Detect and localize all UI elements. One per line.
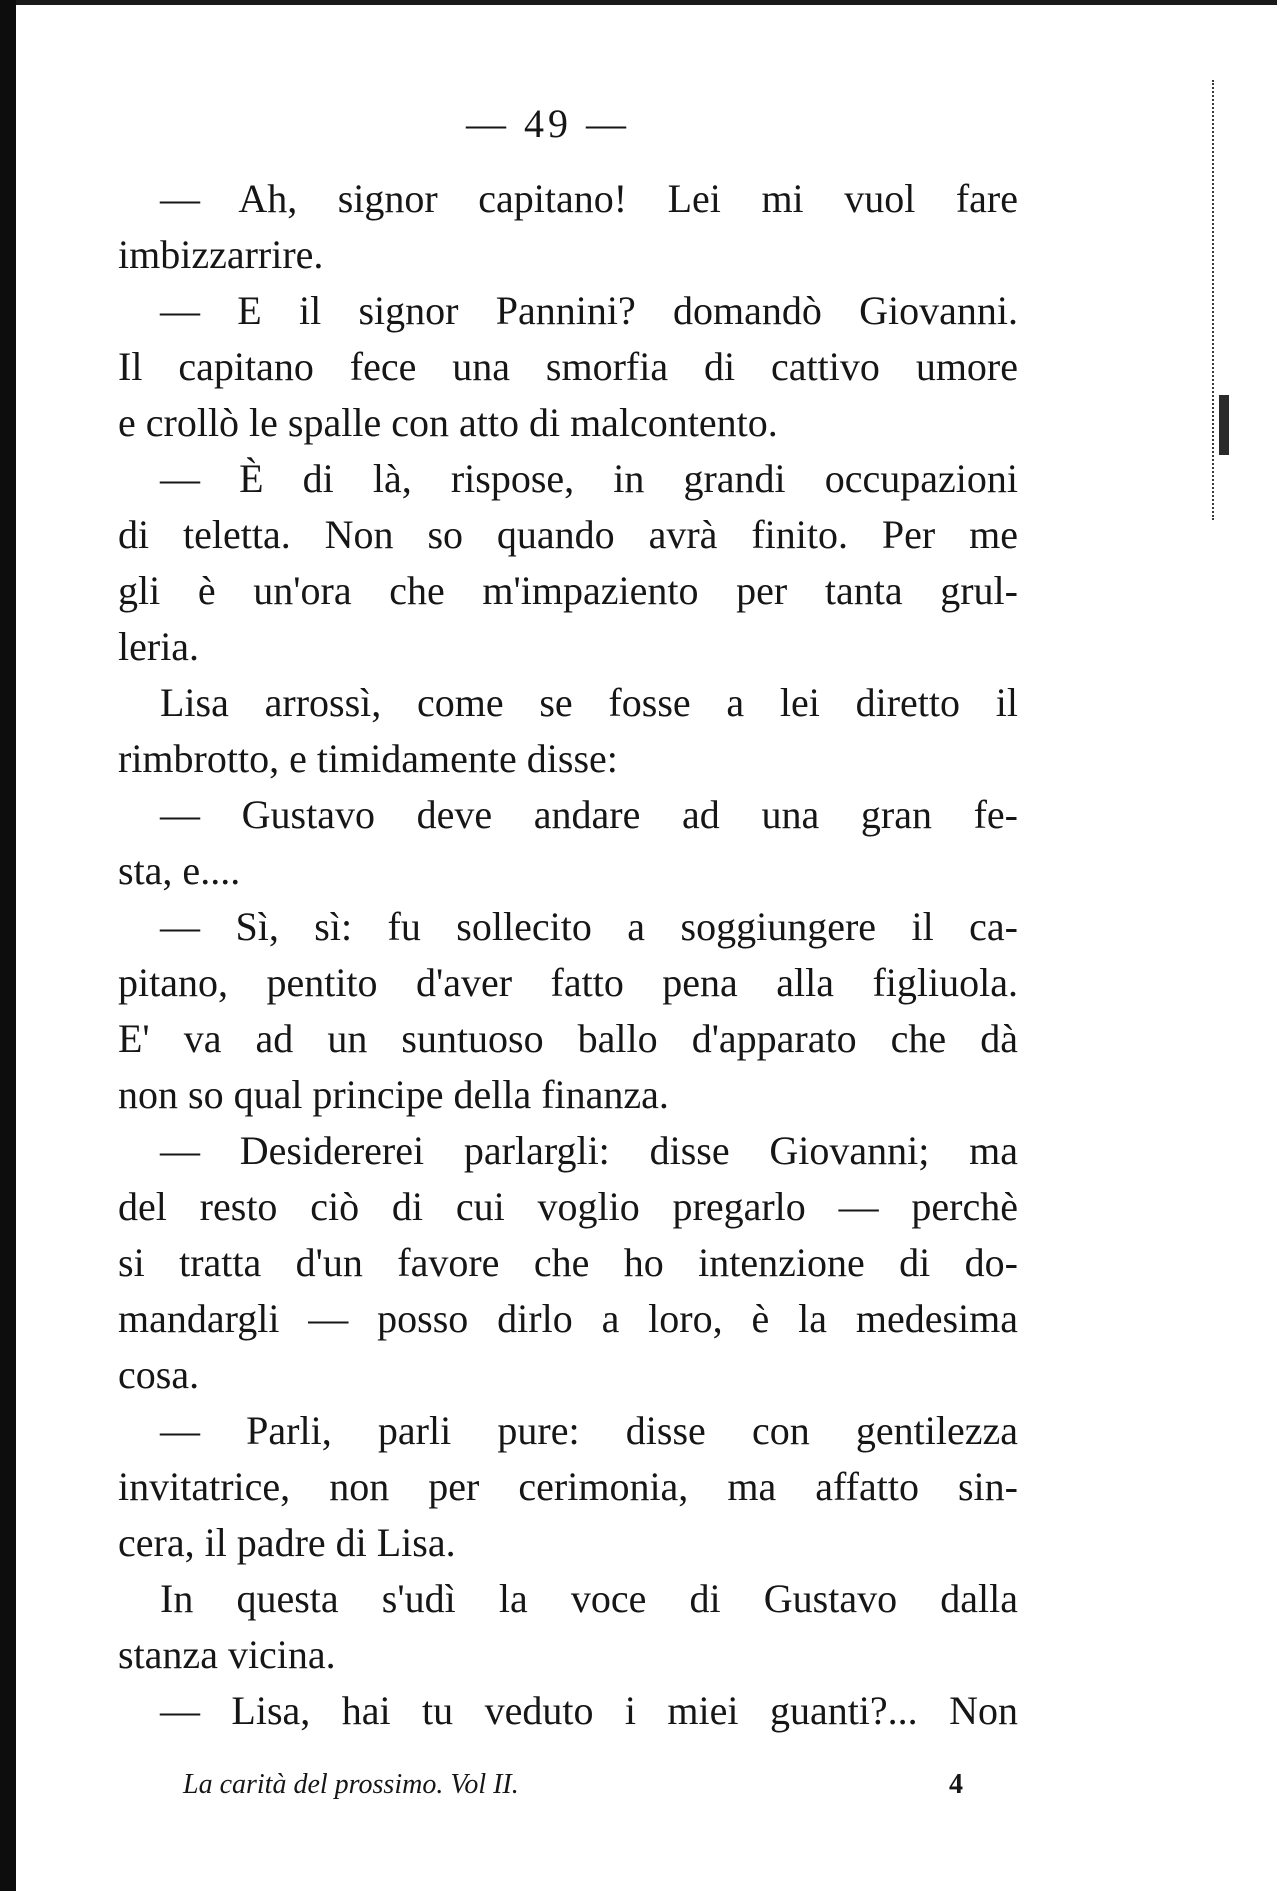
scan-margin-mark	[1219, 395, 1229, 455]
text-line: — È di là, rispose, in grandi occupazioni	[160, 456, 1018, 501]
book-spine-edge	[0, 0, 16, 1891]
text-line: — E il signor Pannini? domandò Giovanni.	[160, 288, 1018, 333]
text-line: e crollò le spalle con atto di malcontento.	[118, 400, 778, 445]
footer-signature-mark: 4	[949, 1769, 963, 1800]
text-line: cera, il padre di Lisa.	[118, 1520, 456, 1565]
text-line: sta, e....	[118, 848, 241, 893]
text-line: leria.	[118, 624, 200, 669]
text-line: Il capitano fece una smorfia di cattivo umore	[118, 344, 1018, 389]
text-line: E' va ad un suntuoso ballo d'apparato che dà	[118, 1016, 1018, 1061]
text-line: rimbrotto, e timidamente disse:	[118, 736, 618, 781]
footer-book-title: La carità del prossimo. Vol II.	[183, 1769, 519, 1800]
book-page	[118, 100, 1018, 1801]
text-line: — Gustavo deve andare ad una gran fe-	[160, 792, 1018, 837]
text-line: cosa.	[118, 1352, 200, 1397]
text-line: — Desidererei parlargli: disse Giovanni; ma	[160, 1128, 1018, 1173]
text-line: invitatrice, non per cerimonia, ma affatto sin-	[118, 1464, 1018, 1509]
text-line: del resto ciò di cui voglio pregarlo — perchè	[118, 1184, 1018, 1229]
text-line: In questa s'udì la voce di Gustavo dalla	[160, 1576, 1018, 1621]
text-line: non so qual principe della finanza.	[118, 1072, 669, 1117]
text-line: di teletta. Non so quando avrà finito. Per me	[118, 512, 1018, 557]
page-text-body	[118, 171, 1018, 1739]
text-line: Lisa arrossì, come se fosse a lei diretto il	[160, 680, 1018, 725]
text-line: mandargli — posso dirlo a loro, è la medesima	[118, 1296, 1018, 1341]
page-footer	[118, 1769, 1018, 1801]
scan-margin-artifact	[1212, 80, 1217, 520]
text-line: — Lisa, hai tu veduto i miei guanti?... Non	[160, 1688, 1018, 1733]
page-top-edge	[0, 0, 1277, 5]
text-line: — Parli, parli pure: disse con gentilezza	[160, 1408, 1018, 1453]
text-line: imbizzarrire.	[118, 232, 324, 277]
text-line: — Sì, sì: fu sollecito a soggiungere il ca-	[160, 904, 1018, 949]
page-number: — 49 —	[466, 101, 630, 146]
text-line: pitano, pentito d'aver fatto pena alla figliuola.	[118, 960, 1018, 1005]
text-line: — Ah, signor capitano! Lei mi vuol fare	[160, 176, 1018, 221]
text-line: stanza vicina.	[118, 1632, 336, 1677]
text-line: si tratta d'un favore che ho intenzione di do-	[118, 1240, 1018, 1285]
text-line: gli è un'ora che m'impaziento per tanta grul-	[118, 568, 1018, 613]
